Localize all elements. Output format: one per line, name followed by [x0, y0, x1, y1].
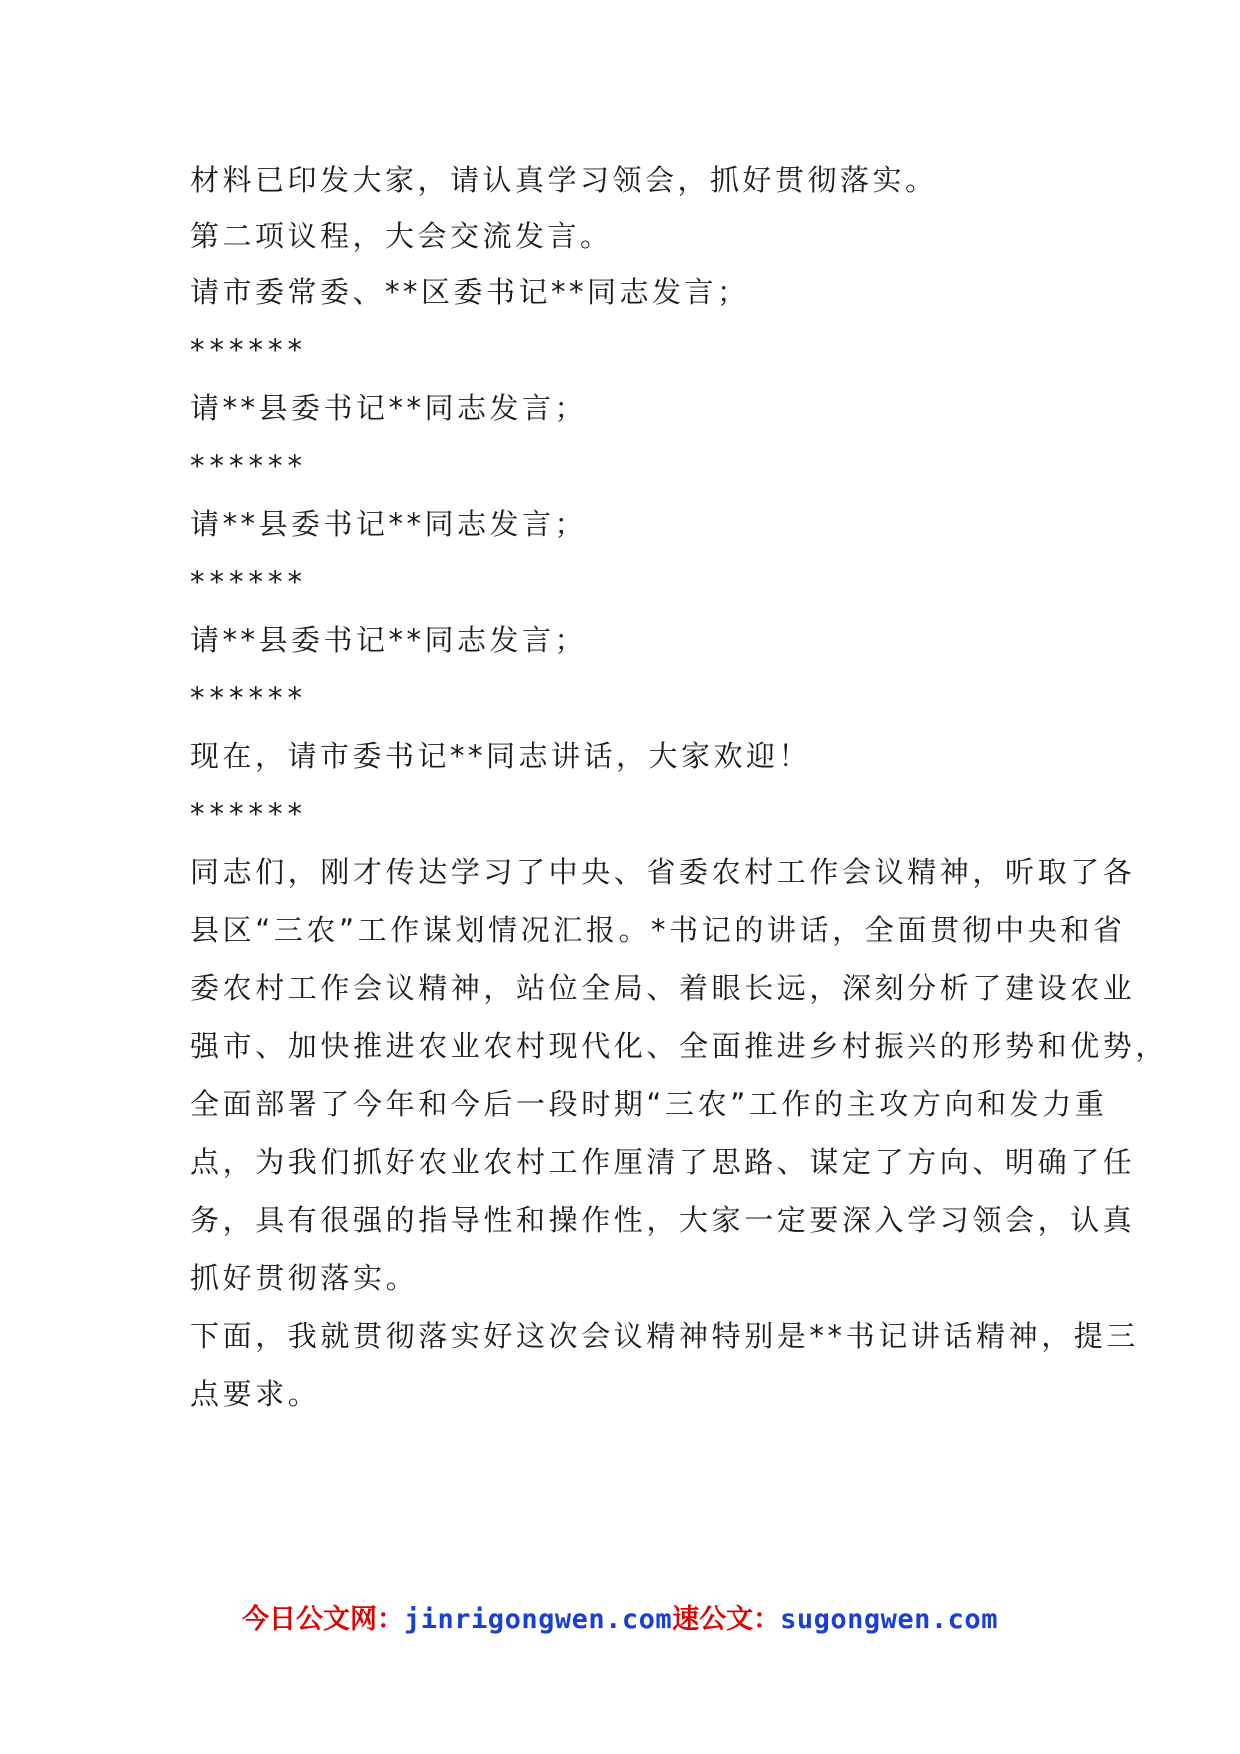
- separator-line: ******: [190, 565, 307, 599]
- footer-label-1: 今日公文网：: [242, 1604, 405, 1635]
- paragraph-line: 务，具有很强的指导性和操作性，大家一定要深入学习领会，认真: [190, 1203, 1136, 1237]
- footer-label-2: 速公文：: [672, 1604, 781, 1635]
- footer-link-2[interactable]: sugongwen.com: [780, 1604, 998, 1635]
- footer-link-1[interactable]: jinrigongwen.com: [404, 1604, 673, 1635]
- separator-line: ******: [190, 449, 307, 483]
- paragraph-line: 抓好贯彻落实。: [190, 1261, 419, 1295]
- footer-watermark: [0, 1602, 1240, 1638]
- paragraph-line: 全面部署了今年和今后一段时期“三农”工作的主攻方向和发力重: [190, 1087, 1108, 1121]
- paragraph-line: 强市、加快推进农业农村现代化、全面推进乡村振兴的形势和优势，: [190, 1029, 1169, 1063]
- paragraph-line: 下面，我就贯彻落实好这次会议精神特别是**书记讲话精神，提三: [190, 1319, 1140, 1353]
- separator-line: ******: [190, 681, 307, 715]
- paragraph-line: 点，为我们抓好农业农村工作厘清了思路、谋定了方向、明确了任: [190, 1145, 1136, 1179]
- text-line: 请**县委书记**同志发言；: [190, 623, 588, 657]
- text-line: 请市委常委、**区委书记**同志发言；: [190, 275, 750, 309]
- paragraph-line: 同志们，刚才传达学习了中央、省委农村工作会议精神，听取了各: [190, 855, 1136, 889]
- paragraph-line: 县区“三农”工作谋划情况汇报。*书记的讲话，全面贯彻中央和省: [190, 913, 1126, 947]
- text-line: 现在，请市委书记**同志讲话，大家欢迎！: [190, 739, 812, 773]
- text-line: 请**县委书记**同志发言；: [190, 391, 588, 425]
- paragraph-line: 委农村工作会议精神，站位全局、着眼长远，深刻分析了建设农业: [190, 971, 1136, 1005]
- separator-line: ******: [190, 797, 307, 831]
- text-line: 请**县委书记**同志发言；: [190, 507, 588, 541]
- paragraph-line: 点要求。: [190, 1377, 321, 1411]
- text-line: 第二项议程，大会交流发言。: [190, 219, 613, 253]
- text-line: 材料已印发大家，请认真学习领会，抓好贯彻落实。: [190, 163, 938, 197]
- separator-line: ******: [190, 333, 307, 367]
